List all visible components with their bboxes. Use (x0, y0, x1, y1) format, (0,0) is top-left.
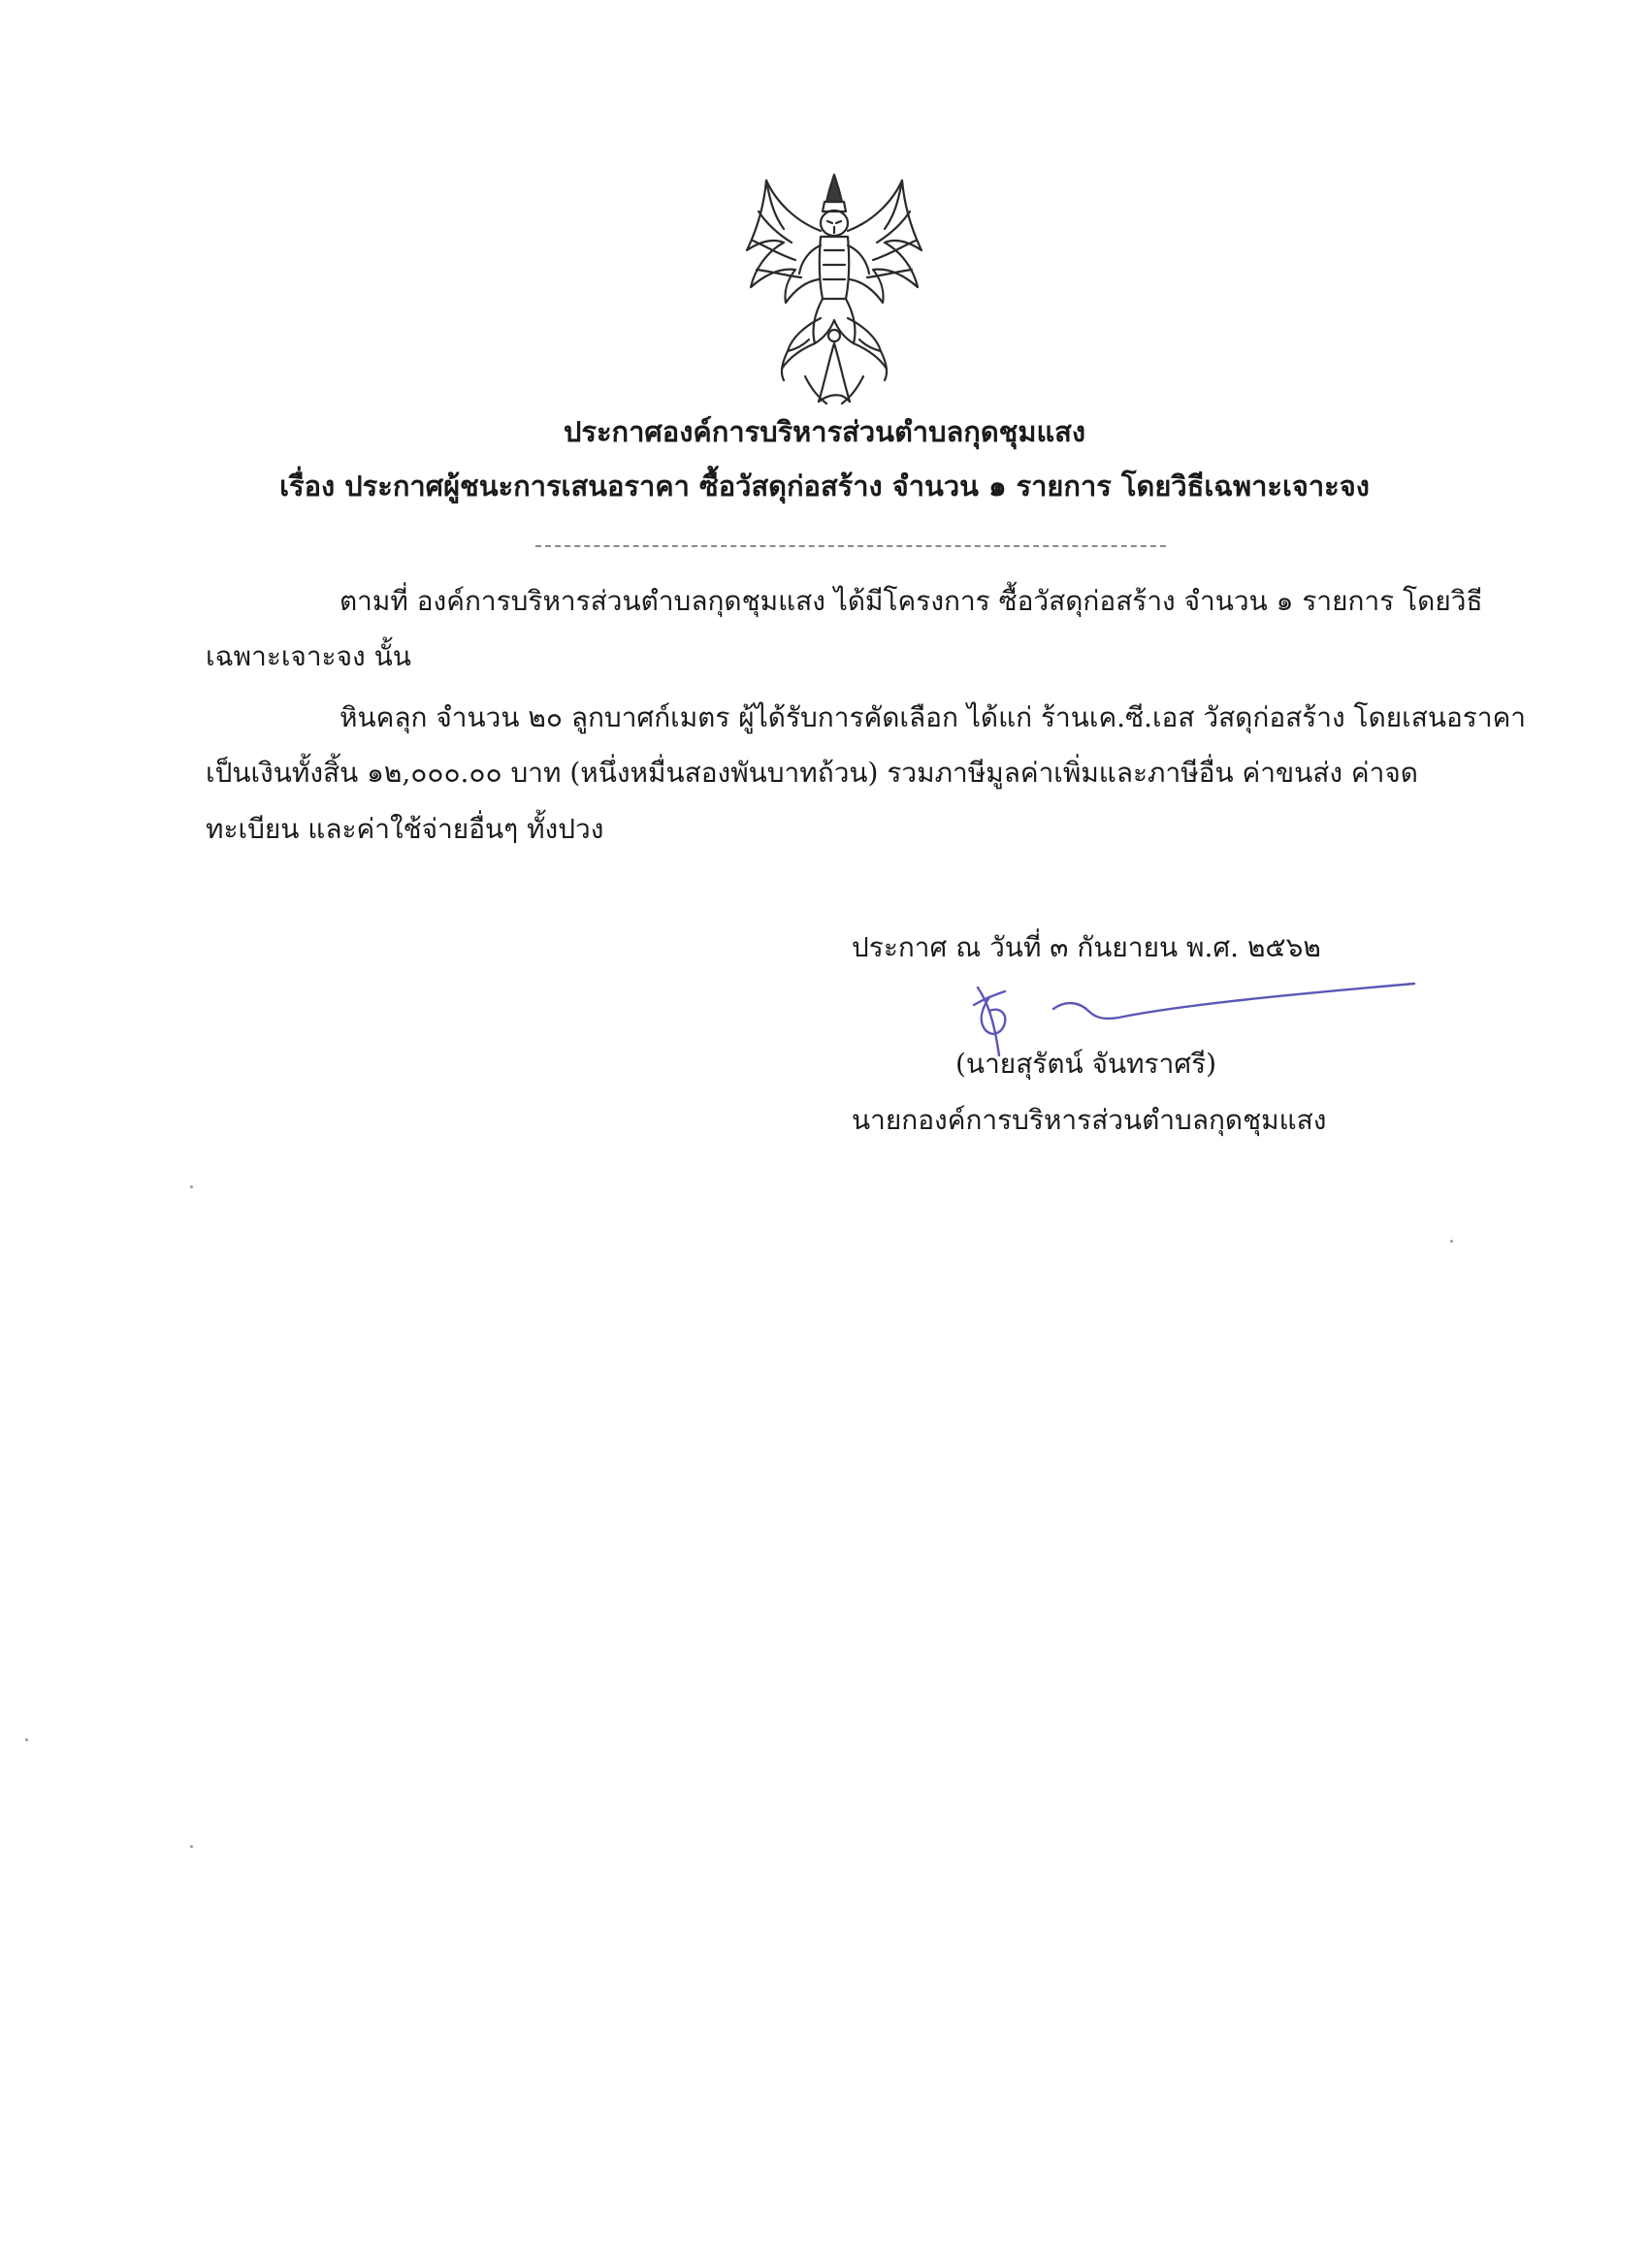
scan-speck (1450, 1240, 1453, 1243)
scan-speck (25, 1738, 28, 1741)
paragraph-2-line-2: เป็นเงินทั้งสิ้น ๑๒,๐๐๐.๐๐ บาท (หนึ่งหมื่นสองพันบาทถ้วน) รวมภาษีมูลค่าเพิ่มและภาษีอื่น ค่าขนส่ง ค่าจด (206, 757, 1418, 789)
announcement-date: ประกาศ ณ วันที่ ๓ กันยายน พ.ศ. ๒๕๖๒ (852, 931, 1321, 963)
paragraph-2-line-1: หินคลุก จำนวน ๒๐ ลูกบาศก์เมตร ผู้ได้รับการคัดเลือก ได้แก่ ร้านเค.ซี.เอส วัสดุก่อสร้าง โดยเสนอราคา (340, 701, 1527, 733)
paragraph-1-line-2: เฉพาะเจาะจง นั้น (206, 640, 411, 672)
scan-speck (190, 1185, 193, 1188)
signer-name: (นายสุรัตน์ จันทราศรี) (955, 1048, 1217, 1080)
announcement-subject: เรื่อง ประกาศผู้ชนะการเสนอราคา ซื้อวัสดุก่อสร้าง จำนวน ๑ รายการ โดยวิธีเฉพาะเจาะจง (279, 470, 1370, 502)
paragraph-1-line-1: ตามที่ องค์การบริหารส่วนตำบลกุดชุมแสง ได้มีโครงการ ซื้อวัสดุก่อสร้าง จำนวน ๑ รายการ โดยวิธี (340, 585, 1483, 617)
garuda-emblem-icon (737, 173, 931, 410)
signer-title: นายกองค์การบริหารส่วนตำบลกุดชุมแสง (852, 1104, 1327, 1136)
section-divider (535, 545, 1166, 547)
scan-speck (190, 1845, 193, 1848)
announcement-title: ประกาศองค์การบริหารส่วนตำบลกุดชุมแสง (563, 415, 1085, 448)
paragraph-2-line-3: ทะเบียน และค่าใช้จ่ายอื่นๆ ทั้งปวง (206, 813, 604, 845)
